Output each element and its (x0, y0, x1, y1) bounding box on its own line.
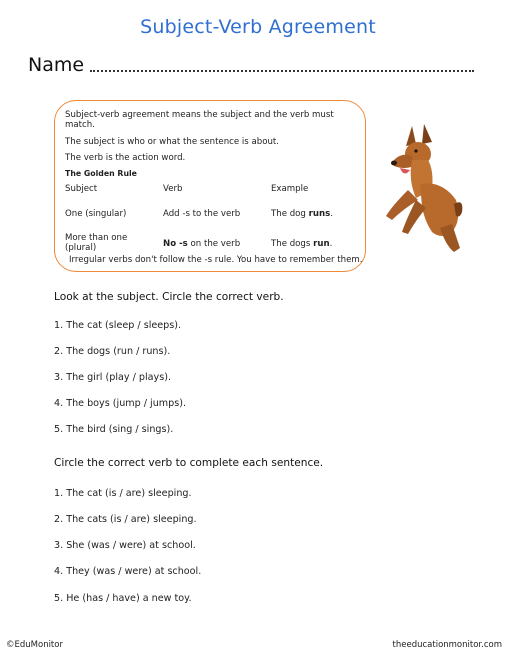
rule-table (65, 184, 355, 280)
table-row-1-verb: Add -s to the verb (163, 208, 241, 219)
list-item[interactable]: 5. He (has / have) a new toy. (54, 593, 192, 604)
section-1-heading: Look at the subject. Circle the correct verb. (54, 291, 284, 303)
example-verb: run (313, 238, 330, 249)
table-header-example: Example (271, 183, 309, 194)
example-text: The dogs (271, 238, 314, 249)
example-text: The dog (271, 208, 309, 219)
list-item[interactable]: 4. They (was / were) at school. (54, 566, 202, 577)
list-item[interactable]: 3. The girl (play / plays). (54, 372, 171, 383)
table-row-2-verb (163, 239, 240, 249)
page-title: Subject-Verb Agreement (140, 16, 376, 38)
list-item[interactable]: 1. The cat (sleep / sleeps). (54, 320, 182, 331)
name-label: Name (28, 54, 85, 76)
table-header-verb: Verb (163, 183, 183, 194)
table-row-2-example (271, 239, 332, 249)
rule-verb-definition: The verb is the action word. (65, 153, 186, 163)
example-period: . (329, 238, 333, 249)
golden-rule-heading: The Golden Rule (65, 168, 137, 178)
verb-rule-text: on the verb (187, 238, 241, 249)
example-period: . (330, 208, 333, 219)
table-row-1-example (271, 209, 333, 219)
table-header-subject: Subject (65, 183, 98, 194)
list-item[interactable]: 4. The boys (jump / jumps). (54, 398, 187, 409)
table-row-2-subject: More than one (plural) (65, 232, 128, 253)
rule-subject-definition: The subject is who or what the sentence is about. (65, 136, 280, 147)
list-item[interactable]: 5. The bird (sing / sings). (54, 424, 174, 435)
copyright-footer: ©EduMonitor (6, 640, 63, 650)
list-item[interactable]: 2. The cats (is / are) sleeping. (54, 514, 197, 525)
website-footer: theeducationmonitor.com (392, 640, 502, 650)
example-verb: runs (308, 208, 331, 219)
list-item[interactable]: 2. The dogs (run / runs). (54, 346, 171, 357)
rule-definition: Subject-verb agreement means the subject and the verb must match. (65, 110, 334, 130)
irregular-verbs-note: Irregular verbs don't follow the -s rule. You have to remember them. (69, 255, 363, 265)
verb-rule-bold: No -s (163, 238, 188, 249)
list-item[interactable]: 3. She (was / were) at school. (54, 540, 196, 551)
list-item[interactable]: 1. The cat (is / are) sleeping. (54, 488, 192, 499)
name-row (28, 50, 474, 76)
table-row-1-subject: One (singular) (65, 208, 127, 219)
section-2-heading: Circle the correct verb to complete each sentence. (54, 457, 324, 469)
rule-box (54, 100, 366, 272)
name-write-line[interactable] (90, 50, 474, 72)
dog-illustration (372, 120, 464, 258)
